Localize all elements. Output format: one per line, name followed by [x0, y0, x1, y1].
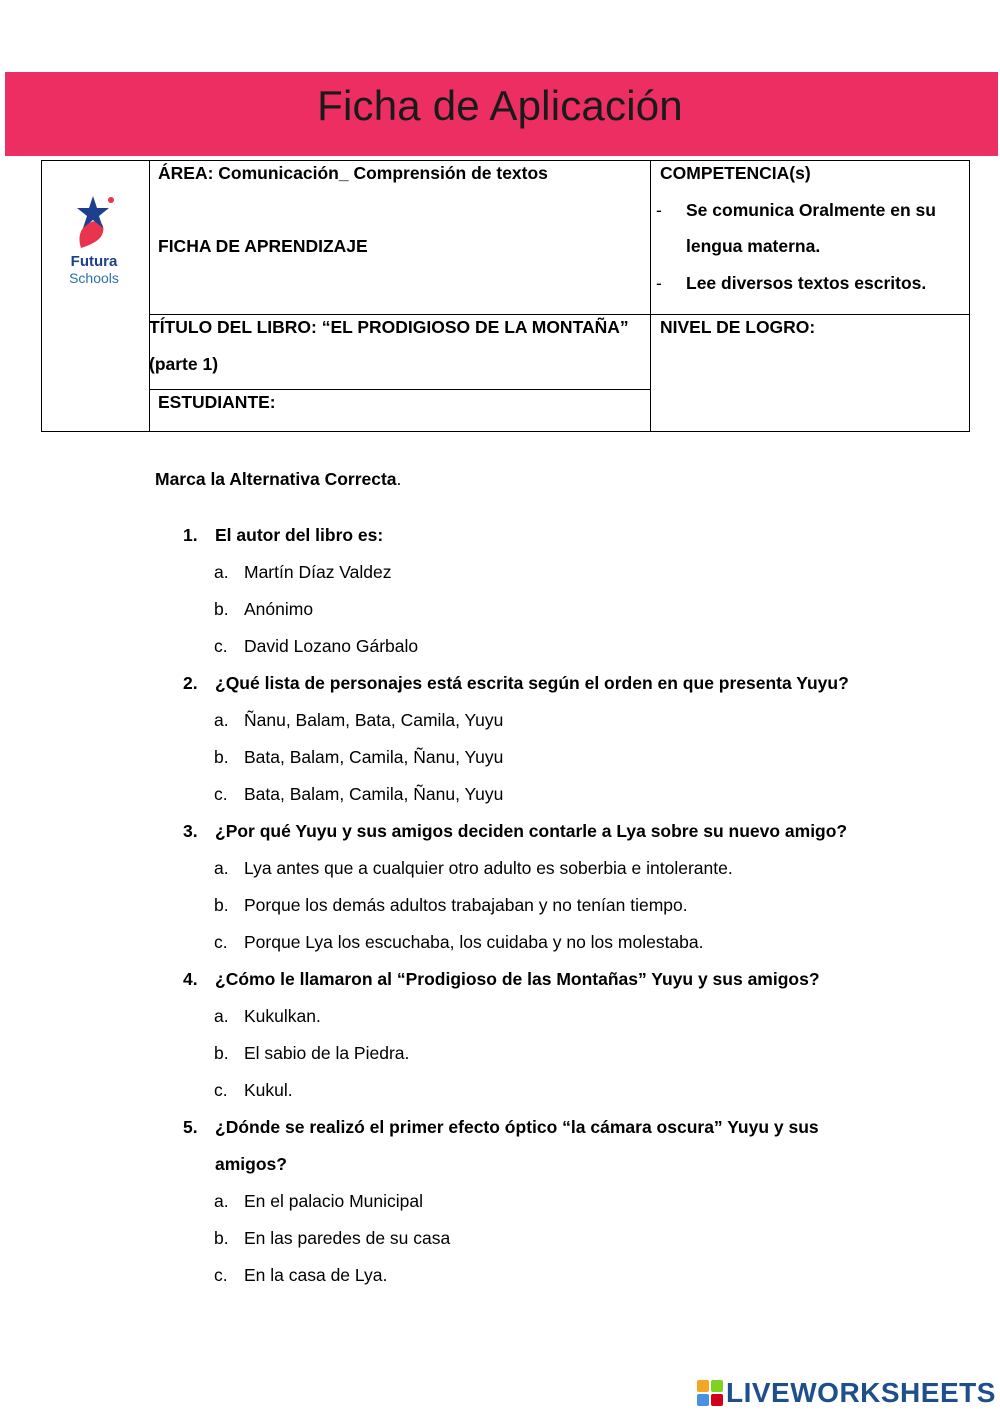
question-text: ¿Dónde se realizó el primer efecto óptico “la cámara oscura” Yuyu y sus amigos? [215, 1117, 819, 1174]
option-text: Anónimo [244, 599, 314, 619]
question-number: 4. [183, 969, 198, 989]
competencia-item: Se comunica Oralmente en su [686, 200, 936, 220]
option-letter: a. [214, 1006, 229, 1026]
answer-option[interactable] [183, 739, 883, 776]
answer-option[interactable] [183, 924, 883, 961]
question-1 [183, 517, 883, 554]
logo-text-futura: Futura [70, 253, 118, 270]
answer-option[interactable] [183, 1257, 883, 1294]
question-4 [183, 961, 883, 998]
answer-option[interactable] [183, 776, 883, 813]
answer-option[interactable] [183, 1183, 883, 1220]
option-letter: c. [214, 932, 228, 952]
option-text: Bata, Balam, Camila, Ñanu, Yuyu [244, 747, 504, 767]
option-text: Porque los demás adultos trabajaban y no tenían tiempo. [244, 895, 688, 915]
option-text: Bata, Balam, Camila, Ñanu, Yuyu [244, 784, 504, 804]
option-text: Lya antes que a cualquier otro adulto es soberbia e intolerante. [244, 858, 733, 878]
option-letter: c. [214, 1265, 228, 1285]
question-number: 1. [183, 525, 198, 545]
question-text: ¿Por qué Yuyu y sus amigos deciden contarle a Lya sobre su nuevo amigo? [215, 821, 848, 841]
competencia-item: lengua materna. [686, 236, 821, 256]
question-2 [183, 665, 883, 702]
nivel-logro-label: NIVEL DE LOGRO: [660, 317, 816, 337]
instructions [155, 469, 401, 490]
book-title-part: (parte 1) [149, 354, 219, 374]
option-letter: b. [214, 1043, 229, 1063]
option-letter: b. [214, 895, 229, 915]
option-text: Martín Díaz Valdez [244, 562, 392, 582]
option-text: En la casa de Lya. [244, 1265, 388, 1285]
competencia-item: Lee diversos textos escritos. [686, 273, 927, 293]
answer-option[interactable] [183, 887, 883, 924]
option-letter: c. [214, 784, 228, 804]
option-letter: a. [214, 710, 229, 730]
option-letter: c. [214, 1080, 228, 1100]
question-text: ¿Cómo le llamaron al “Prodigioso de las Montañas” Yuyu y sus amigos? [215, 969, 820, 989]
answer-option[interactable] [183, 1035, 883, 1072]
option-letter: a. [214, 1191, 229, 1211]
competencia-title: COMPETENCIA(s) [660, 163, 811, 183]
answer-option[interactable] [183, 554, 883, 591]
option-letter: c. [214, 636, 228, 656]
option-text: Kukulkan. [244, 1006, 321, 1026]
question-number: 3. [183, 821, 198, 841]
answer-option[interactable] [183, 591, 883, 628]
answer-option[interactable] [183, 1220, 883, 1257]
answer-option[interactable] [183, 998, 883, 1035]
liveworksheets-brand[interactable] [697, 1376, 996, 1410]
area-label: ÁREA: Comunicación_ Comprensión de textos [158, 163, 548, 183]
header-table [41, 160, 970, 432]
question-number: 5. [183, 1117, 198, 1137]
page-title: Ficha de Aplicación [317, 82, 683, 129]
option-text: En el palacio Municipal [244, 1191, 423, 1211]
option-text: El sabio de la Piedra. [244, 1043, 410, 1063]
answer-option[interactable] [183, 850, 883, 887]
option-text: Kukul. [244, 1080, 293, 1100]
futura-schools-logo [59, 192, 129, 292]
option-text: Porque Lya los escuchaba, los cuidaba y no los molestaba. [244, 932, 704, 952]
book-title: TÍTULO DEL LIBRO: “EL PRODIGIOSO DE LA MONTAÑA” [149, 317, 629, 337]
answer-option[interactable] [183, 702, 883, 739]
option-letter: a. [214, 562, 229, 582]
bullet-dash: - [656, 200, 662, 220]
question-text: El autor del libro es: [215, 525, 384, 545]
question-text: ¿Qué lista de personajes está escrita según el orden en que presenta Yuyu? [215, 673, 849, 693]
option-text: David Lozano Gárbalo [244, 636, 419, 656]
option-letter: b. [214, 747, 229, 767]
answer-option[interactable] [183, 628, 883, 665]
option-text: En las paredes de su casa [244, 1228, 451, 1248]
student-label: ESTUDIANTE: [158, 392, 276, 412]
liveworksheets-text: LIVEWORKSHEETS [726, 1377, 996, 1408]
option-letter: b. [214, 599, 229, 619]
star-logo-icon [59, 192, 129, 254]
instructions-suffix: . [396, 469, 402, 489]
question-3 [183, 813, 883, 850]
answer-option[interactable] [183, 1072, 883, 1109]
option-text: Ñanu, Balam, Bata, Camila, Yuyu [244, 710, 504, 730]
question-number: 2. [183, 673, 198, 693]
option-letter: b. [214, 1228, 229, 1248]
instructions-text: Marca la Alternativa Correcta [155, 469, 397, 489]
ficha-label: FICHA DE APRENDIZAJE [158, 236, 368, 256]
bullet-dash: - [656, 273, 662, 293]
question-5 [183, 1109, 883, 1183]
logo-text-schools: Schools [69, 270, 119, 286]
liveworksheets-icon [697, 1380, 723, 1406]
question-list [183, 517, 883, 1294]
option-letter: a. [214, 858, 229, 878]
